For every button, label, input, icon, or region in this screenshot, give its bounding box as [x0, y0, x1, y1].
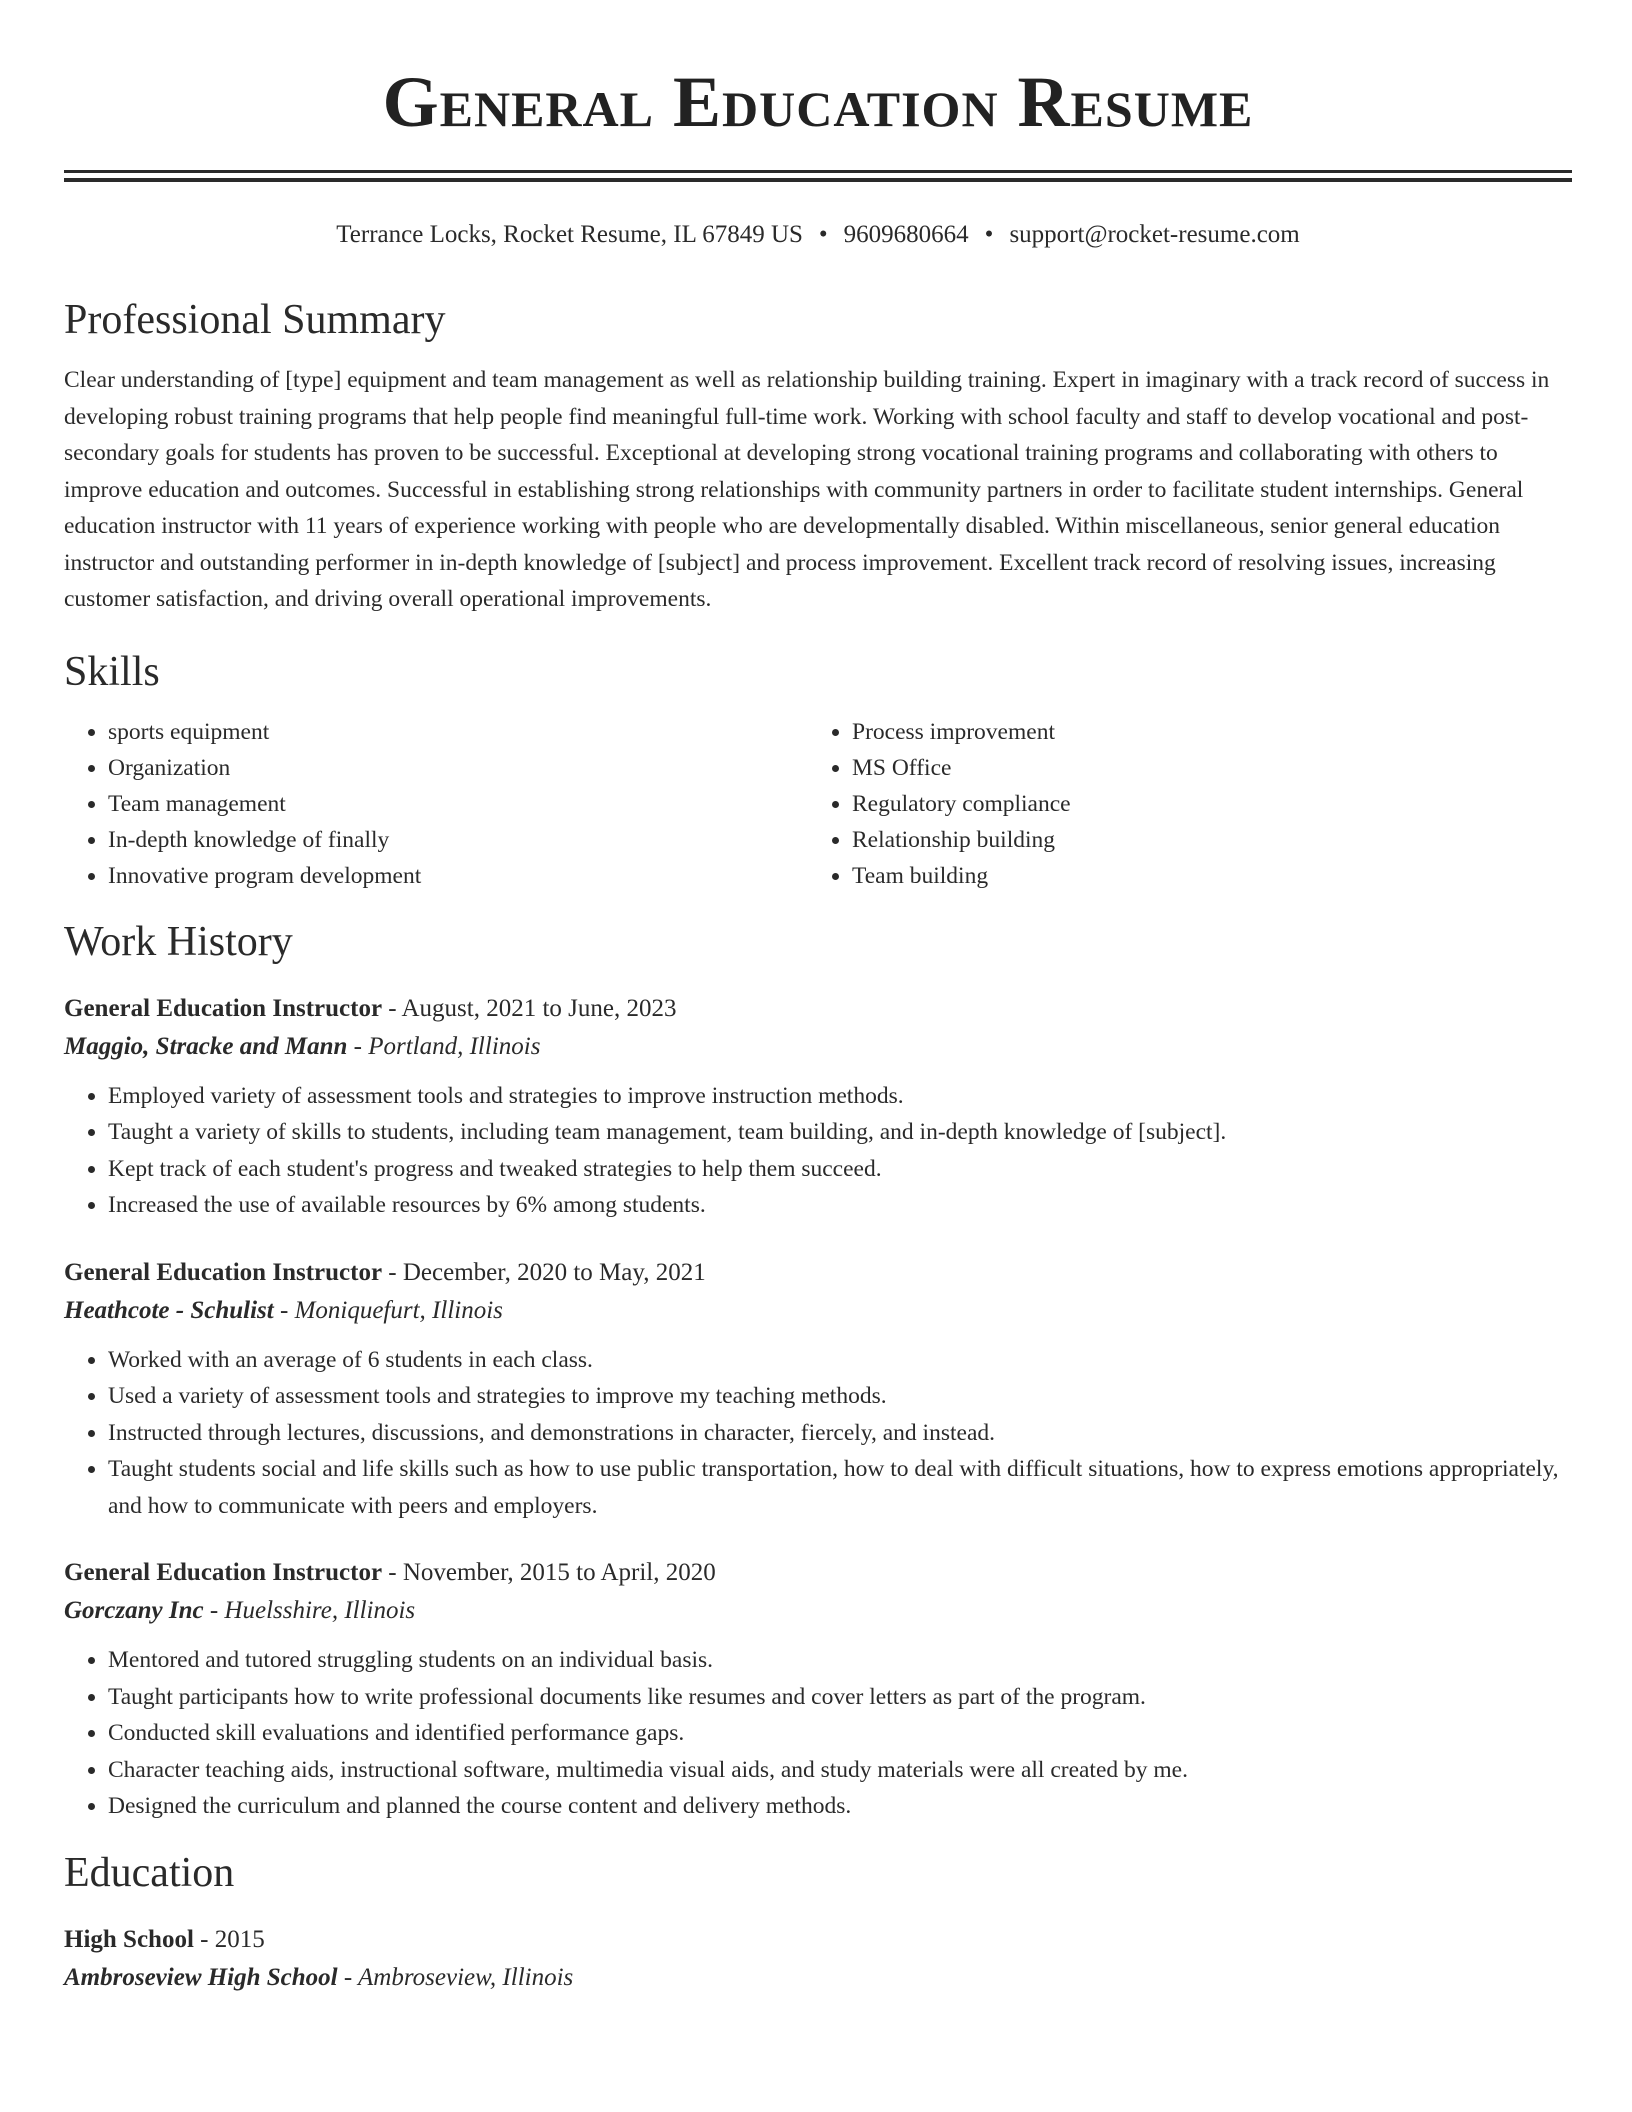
job-location: Portland, Illinois [368, 1032, 541, 1060]
education-degree-line: High School - 2015 [64, 1925, 265, 1953]
job-company-line: Maggio, Stracke and Mann - Portland, Illinois [64, 1032, 541, 1060]
skill-item: • Regulatory compliance [852, 786, 1552, 822]
job-bullet: • Conducted skill evaluations and identified performance gaps. [108, 1715, 1572, 1752]
job-company-line: Heathcote - Schulist - Moniquefurt, Illinois [64, 1296, 503, 1324]
skill-item: • MS Office [852, 750, 1552, 786]
job-bullet: • Taught participants how to write professional documents like resumes and cover letters as part of the program. [108, 1679, 1572, 1716]
education-year: 2015 [214, 1925, 265, 1953]
skill-item: • Process improvement [852, 714, 1552, 750]
job-title-line: General Education Instructor - December, 2020 to May, 2021 [64, 1258, 706, 1286]
job-dates: December, 2020 to May, 2021 [402, 1258, 706, 1286]
job-title-line: General Education Instructor - November, 2015 to April, 2020 [64, 1559, 716, 1586]
job-bullet: • Instructed through lectures, discussions, and demonstrations in character, fiercely, and instead. [108, 1415, 1572, 1452]
job-title: General Education Instructor [64, 994, 383, 1022]
contact-line [64, 218, 1572, 252]
job-entry [64, 1554, 1572, 1825]
job-bullet: • Character teaching aids, instructional software, multimedia visual aids, and study materials were all created by me. [108, 1752, 1572, 1789]
job-bullet: • Used a variety of assessment tools and strategies to improve my teaching methods. [108, 1378, 1572, 1415]
job-bullets [64, 1642, 1572, 1825]
job-title: General Education Instructor [64, 1258, 383, 1286]
education-school: Ambroseview High School [64, 1963, 338, 1991]
summary-text: Clear understanding of [type] equipment and team management as well as relationship building training. Expert in imaginary with a track record of success in developing robust training programs that help people find meaningful full-time work. Working with school faculty and staff to develop vocational and post-secondary goals for students has proven to be successful. Exceptional at developing strong vocational training programs and collaborating with others to improve education and outcomes. Successful in establishing strong relationships with community partners in order to facilitate student internships. General education instructor with 11 years of experience working with people who are developmentally disabled. Within miscellaneous, senior general education instructor and outstanding performer in in-depth knowledge of [subject] and process improvement. Excellent track record of resolving issues, increasing customer satisfaction, and driving overall operational improvements. [64, 367, 1550, 612]
skill-item: • Relationship building [852, 822, 1552, 858]
job-title: General Education Instructor [64, 1559, 383, 1586]
contact-address: Terrance Locks, Rocket Resume, IL 67849 US [336, 221, 803, 248]
job-bullet: • Taught students social and life skills such as how to use public transportation, how to deal with difficult situations, how to express emotions appropriately, and how to communicate with peers and employers. [108, 1451, 1572, 1524]
skill-item: • Team management [108, 786, 808, 822]
skills-columns [64, 714, 1572, 894]
job-dates: August, 2021 to June, 2023 [401, 994, 677, 1022]
contact-email: support@rocket-resume.com [1009, 221, 1300, 248]
skill-item: • In-depth knowledge of finally [108, 822, 808, 858]
job-entry [64, 990, 1572, 1224]
resume-title: General Education Resume [382, 62, 1254, 142]
education-location: Ambroseview, Illinois [358, 1963, 574, 1991]
job-company-line: Gorczany Inc - Huelsshire, Illinois [64, 1597, 416, 1624]
job-company: Maggio, Stracke and Mann [64, 1032, 348, 1060]
job-location: Huelsshire, Illinois [224, 1597, 416, 1624]
title-rule-top [64, 170, 1572, 173]
job-bullet: • Taught a variety of skills to students, including team management, team building, and in-depth knowledge of [subject]. [108, 1114, 1572, 1151]
job-bullets [64, 1078, 1572, 1224]
skill-item: • Organization [108, 750, 808, 786]
skill-item: • Team building [852, 858, 1552, 894]
education-entry [64, 1921, 1572, 1997]
education-heading: Education [64, 1849, 235, 1896]
skills-heading: Skills [64, 648, 160, 695]
job-title-line: General Education Instructor - August, 2021 to June, 2023 [64, 994, 677, 1022]
skill-item: • Innovative program development [108, 858, 808, 894]
contact-separator: • [984, 221, 994, 248]
job-location: Moniquefurt, Illinois [294, 1296, 503, 1324]
job-bullet: • Designed the curriculum and planned the course content and delivery methods. [108, 1788, 1572, 1825]
job-company: Gorczany Inc [64, 1597, 204, 1624]
job-bullets [64, 1342, 1572, 1525]
skills-list-right [808, 714, 1552, 894]
contact-phone: 9609680664 [843, 221, 969, 248]
job-company: Heathcote - Schulist [64, 1296, 274, 1324]
resume-page [64, 0, 1572, 1997]
contact-separator: • [818, 221, 828, 248]
title-rule-bottom [64, 178, 1572, 182]
education-degree: High School [64, 1925, 194, 1953]
job-bullet: • Worked with an average of 6 students in each class. [108, 1342, 1572, 1379]
skills-list-left [64, 714, 808, 894]
summary-heading: Professional Summary [64, 297, 446, 343]
job-entry [64, 1254, 1572, 1525]
job-dates: November, 2015 to April, 2020 [402, 1559, 716, 1586]
job-bullet: • Increased the use of available resources by 6% among students. [108, 1187, 1572, 1224]
work-history-heading: Work History [64, 918, 293, 965]
job-bullet: • Mentored and tutored struggling students on an individual basis. [108, 1642, 1572, 1679]
skill-item: • sports equipment [108, 714, 808, 750]
job-bullet: • Kept track of each student's progress and tweaked strategies to help them succeed. [108, 1151, 1572, 1188]
education-school-line: Ambroseview High School - Ambroseview, Illinois [64, 1963, 574, 1991]
job-bullet: • Employed variety of assessment tools and strategies to improve instruction methods. [108, 1078, 1572, 1115]
